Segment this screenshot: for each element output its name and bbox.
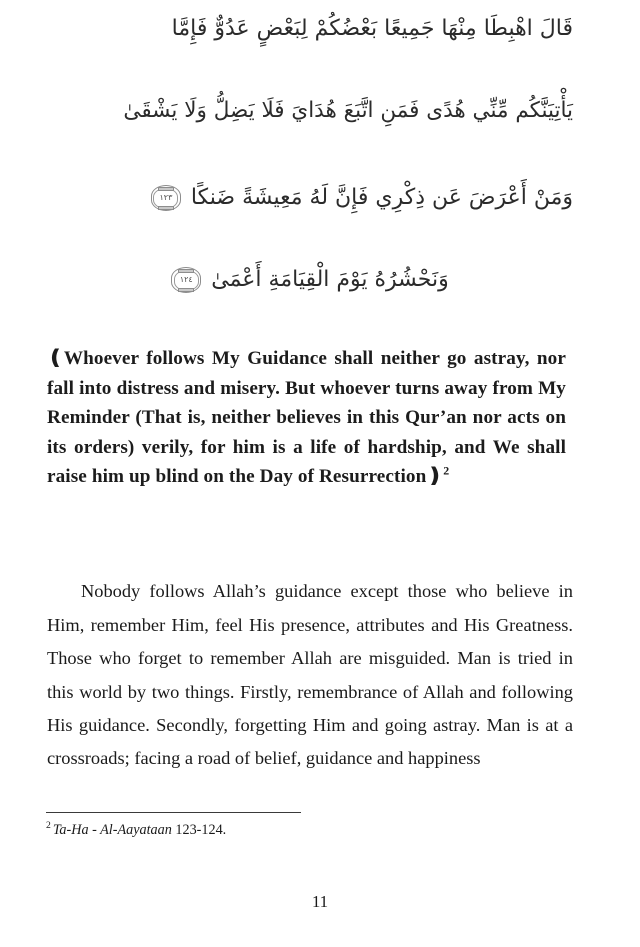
quran-line-2-row bbox=[47, 100, 573, 122]
ayah-number-123: ١٢٣ bbox=[159, 193, 173, 202]
quran-line-3-text: وَمَنْ أَعْرَضَ عَن ذِكْرِي فَإِنَّ لَهُ مَعِيشَةً ضَنكًا bbox=[190, 185, 573, 210]
quran-line-4-row bbox=[47, 267, 573, 293]
footnote-marker: 2 bbox=[46, 820, 51, 832]
translation-footnote-marker: 2 bbox=[443, 463, 450, 478]
body-paragraph: Nobody follows Allah’s guidance except those who believe in Him, remember Him, feel His presence, attributes and His Greatness. Those who forget to remember Allah are misguided. Man is tried in this world by two things. Firstly, remembrance of Allah and following His guidance. Secondly, forgetting Him and going astray. Man is at a crossroads; facing a road of belief, guidance and happiness bbox=[47, 581, 573, 769]
footnote-reference: 123-124. bbox=[171, 822, 227, 838]
quran-line-3-row bbox=[47, 185, 573, 211]
quran-line-4-text: وَنَحْشُرُهُ يَوْمَ الْقِيَامَةِ أَعْمَىٰ bbox=[211, 267, 449, 292]
ayah-number-124: ١٢٤ bbox=[179, 275, 193, 284]
footnote-separator bbox=[46, 812, 301, 813]
verse-translation bbox=[47, 344, 566, 492]
ayah-marker-bottom-bar bbox=[178, 288, 194, 292]
ayah-marker-top-bar bbox=[178, 269, 194, 273]
quran-line-1-row bbox=[47, 18, 573, 40]
quran-line-2 bbox=[47, 100, 573, 185]
quran-line-4 bbox=[47, 267, 573, 317]
quran-line-3 bbox=[47, 185, 573, 267]
footnote-source: Ta-Ha - Al-Aayataan bbox=[52, 822, 172, 838]
ayah-marker-top-bar bbox=[158, 187, 174, 191]
quran-line-1-text: قَالَ اهْبِطَا مِنْهَا جَمِيعًا بَعْضُكُمْ لِبَعْضٍ عَدُوٌّ فَإِمَّا bbox=[171, 16, 573, 41]
quran-line-1 bbox=[47, 18, 573, 100]
quran-line-2-text: يَأْتِيَنَّكُم مِّنِّي هُدًى فَمَنِ اتَّبَعَ هُدَايَ فَلَا يَضِلُّ وَلَا يَشْقَىٰ bbox=[123, 98, 573, 123]
quote-close-bracket: ❫ bbox=[426, 465, 444, 488]
quran-verse-block bbox=[47, 18, 573, 317]
page-number: 11 bbox=[311, 892, 329, 911]
ayah-end-marker-icon-123 bbox=[151, 185, 181, 211]
footnote-entry bbox=[46, 820, 446, 840]
ayah-end-marker-icon-124 bbox=[171, 267, 201, 293]
ayah-marker-bottom-bar bbox=[158, 206, 174, 210]
verse-translation-text: Whoever follows My Guidance shall neither go astray, nor fall into distress and misery. But whoever turns away from My Reminder (That is, neither believes in this Qur’an nor acts on its orders) verily, for him is a life of hardship, and We shall raise him up blind on the Day of Resurrection bbox=[47, 348, 566, 488]
quote-open-bracket: ❪ bbox=[47, 347, 64, 369]
